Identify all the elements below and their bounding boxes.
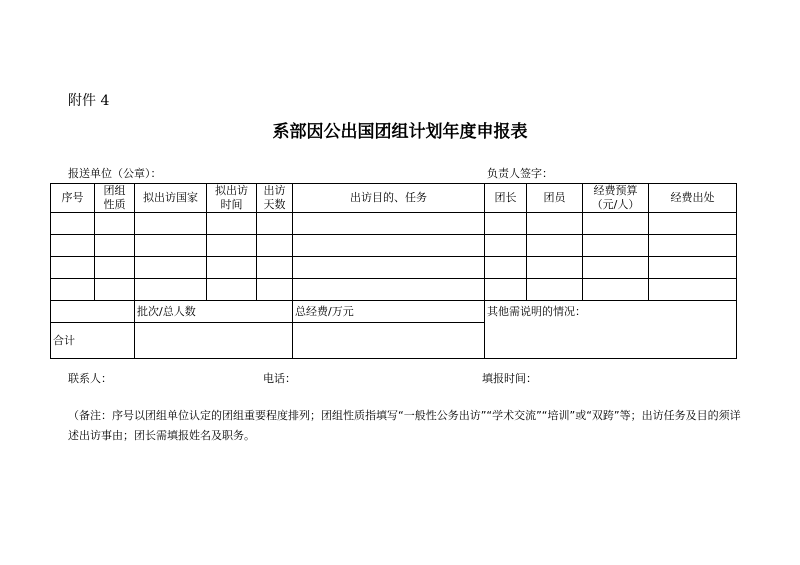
form-title: 系部因公出国团组计划年度申报表 [272,122,528,142]
leader-sign-label: 负责人签字： [487,167,553,180]
batch-total-value[interactable] [135,323,293,359]
phone-label: 电话： [263,372,296,385]
application-table [50,183,737,359]
header-nature: 团组 性质 [95,184,135,213]
header-seq: 序号 [51,184,95,213]
header-row [51,184,737,213]
header-days: 出访 天数 [257,184,293,213]
summary-header-row [51,301,737,323]
attachment-label: 附件 4 [68,93,110,109]
total-cost-label: 总经费/万元 [293,301,485,323]
header-time: 拟出访 时间 [207,184,257,213]
table-row [51,257,737,279]
batch-total-label: 批次/总人数 [135,301,293,323]
header-country: 拟出访国家 [135,184,207,213]
table-row [51,213,737,235]
header-leader: 团长 [485,184,527,213]
remarks-note: （备注：序号以团组单位认定的团组重要程度排列；团组性质指填写“一般性公务出访”“学术交流”“培训”或“双跨”等；出访任务及目的须详述出访事由；团长需填报姓名及职务。 [68,409,741,442]
header-budget: 经费预算 （元/人） [583,184,649,213]
table-row [51,279,737,301]
date-label: 填报时间： [482,372,537,385]
contact-label: 联系人： [68,372,112,385]
header-source: 经费出处 [649,184,737,213]
other-notes-field[interactable] [485,301,737,359]
submit-unit-label: 报送单位（公章）： [68,167,162,180]
header-member: 团员 [527,184,583,213]
table-row [51,235,737,257]
other-notes-label: 其他需说明的情况： [487,305,586,318]
total-cost-value[interactable] [293,323,485,359]
total-label: 合计 [51,323,135,359]
header-purpose: 出访目的、任务 [293,184,485,213]
